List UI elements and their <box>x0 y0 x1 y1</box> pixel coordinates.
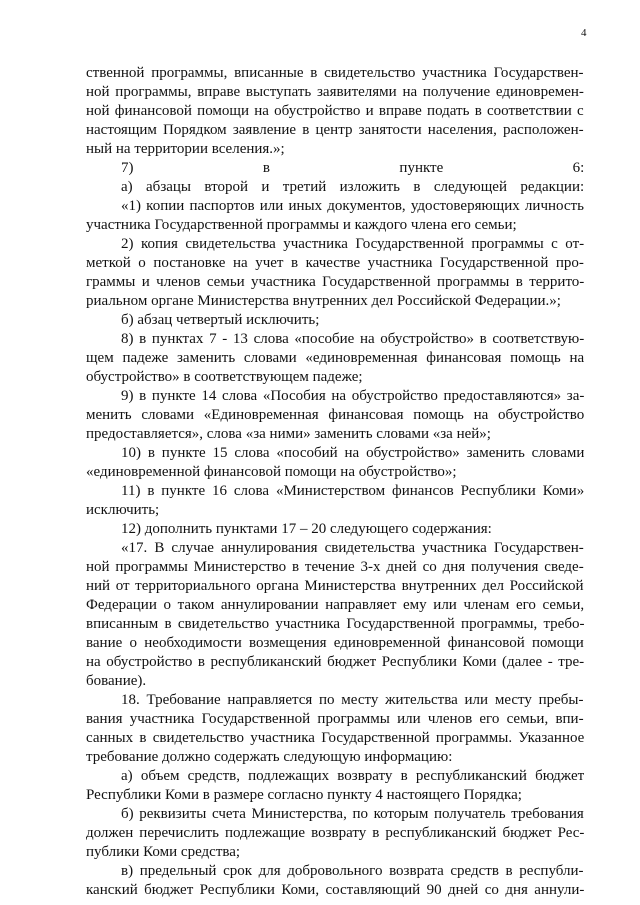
text-line: «17. В случае аннулирования свидетельства участника Государствен- <box>121 540 584 556</box>
page-number: 4 <box>581 27 587 39</box>
text-line: «единовременной финансовой помощи на обустройство»; <box>86 464 457 480</box>
text-line: канский бюджет Республики Коми, составляющий 90 дней со дня аннули- <box>86 882 585 898</box>
text-line: «1) копии паспортов или иных документов, удостоверяющих личность <box>121 198 584 214</box>
text-line: вписанным в свидетельство участника Государственной программы, требо- <box>86 616 585 632</box>
text-line: на обустройство в республиканский бюджет Республики Коми (далее - тре- <box>86 654 585 670</box>
text-line: публики Коми средства; <box>86 844 241 860</box>
text-line: 9) в пункте 14 слова «Пособия на обустройство предоставляются» за- <box>121 388 585 404</box>
text-line: Федерации о таком аннулировании направляет ему или членам его семьи, <box>86 597 585 613</box>
text-line: ной программы, вправе выступать заявителями на получение единовремен- <box>86 84 584 100</box>
text-line: требование должно содержать следующую информацию: <box>86 749 453 765</box>
text-line: 11) в пункте 16 слова «Министерством финансов Республики Коми» <box>121 483 585 499</box>
text-line: а) абзацы второй и третий изложить в следующей редакции: <box>121 179 585 195</box>
text-line: ной программы Министерство в течение 3-х дней со дня получения сведе- <box>86 559 584 575</box>
text-line: 2) копия свидетельства участника Государственной программы с от- <box>121 236 585 252</box>
text-line: ный на территории вселения.»; <box>86 141 285 157</box>
text-line: б) реквизиты счета Министерства, по которым получатель требования <box>121 806 584 822</box>
text-line: меткой о постановке на учет в качестве участника Государственной про- <box>86 255 584 271</box>
text-line: в) предельный срок для добровольного возврата средств в республи- <box>121 863 584 879</box>
text-line: ний от территориального органа Министерства внутренних дел Российской <box>86 578 584 594</box>
text-line: исключить; <box>86 502 160 518</box>
text-line: Республики Коми в размере согласно пункту 4 настоящего Порядка; <box>86 787 522 803</box>
text-line: ственной программы, вписанные в свидетельство участника Государствен- <box>86 65 584 81</box>
text-line: а) объем средств, подлежащих возврату в республиканский бюджет <box>121 768 585 784</box>
text-line: 7) в пункте 6: <box>121 160 585 176</box>
text-line: обустройство» в соответствующем падеже; <box>86 369 363 385</box>
text-line: санных в свидетельство участника Государственной программы. Указанное <box>86 730 585 746</box>
text-line: 12) дополнить пунктами 17 – 20 следующего содержания: <box>121 521 492 537</box>
text-line: участника Государственной программы и каждого члена его семьи; <box>86 217 517 233</box>
text-line: настоящим Порядком заявление в центр занятости населения, расположен- <box>86 122 584 138</box>
text-line: должен перечислить подлежащие возврату в республиканский бюджет Рес- <box>86 825 585 841</box>
text-line: 8) в пунктах 7 - 13 слова «пособие на обустройство» в соответствую- <box>121 331 585 347</box>
text-line: менить словами «Единовременная финансовая помощь на обустройство <box>86 407 585 423</box>
text-line: 18. Требование направляется по месту жительства или месту пребы- <box>121 692 584 708</box>
text-line: бование). <box>86 673 147 689</box>
text-line: вание о необходимости возмещения единовременной финансовой помощи <box>86 635 584 651</box>
text-line: щем падеже заменить словами «единовременная финансовая помощь на <box>86 350 585 366</box>
text-line: предоставляется», слова «за ними» заменить словами «за ней»; <box>86 426 491 442</box>
text-line: 10) в пункте 15 слова «пособий на обустройство» заменить словами <box>121 445 585 461</box>
text-line: риальном органе Министерства внутренних дел Российской Федерации.»; <box>86 293 561 309</box>
text-line: вания участника Государственной программы или членов его семьи, впи- <box>86 711 584 727</box>
text-line: б) абзац четвертый исключить; <box>121 312 320 328</box>
text-line: ной финансовой помощи на обустройство и вправе подать в соответствии с <box>86 103 584 119</box>
text-line: граммы и членов семьи участника Государственной программы в террито- <box>86 274 585 290</box>
